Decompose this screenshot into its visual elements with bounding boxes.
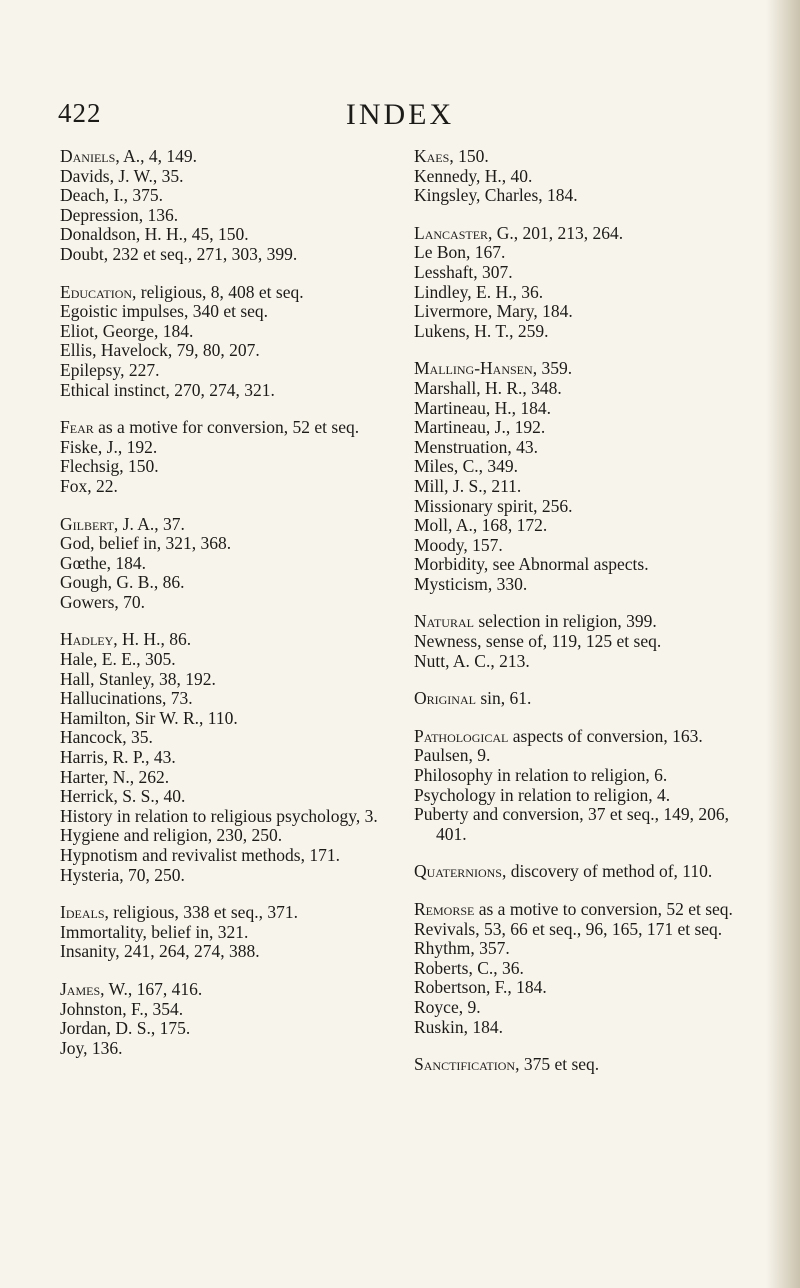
index-entry-rest: , A., 4, 149.	[115, 146, 197, 166]
index-column-left	[60, 147, 398, 1076]
index-group-o	[414, 689, 752, 709]
index-entry-rest: , 375 et seq.	[515, 1054, 600, 1075]
index-entry: Hypnotism and revivalist methods, 171.	[60, 845, 340, 865]
index-entry: Revivals, 53, 66 et seq., 96, 165, 171 et seq.	[414, 918, 723, 939]
index-entry: Jordan, D. S., 175.	[60, 1018, 191, 1039]
index-entry	[414, 224, 752, 244]
index-entry-rest: aspects of conversion, 163.	[508, 725, 703, 746]
index-entry: Ellis, Havelock, 79, 80, 207.	[60, 340, 260, 361]
index-entry: Menstruation, 43.	[414, 436, 538, 457]
index-entry: Morbidity, see Abnormal aspects.	[414, 554, 649, 575]
index-entry-head: Ideals	[60, 902, 105, 923]
index-entry: Joy, 136.	[60, 1037, 123, 1058]
index-entry: Livermore, Mary, 184.	[414, 301, 573, 322]
index-column-right	[414, 147, 752, 1093]
index-entry: Ruskin, 184.	[414, 1016, 503, 1037]
index-entry: Mysticism, 330.	[414, 573, 528, 594]
index-entry: Nutt, A. C., 213.	[414, 650, 530, 671]
index-entry-head: Malling-Hansen	[414, 358, 533, 379]
index-entry: Moll, A., 168, 172.	[414, 515, 548, 536]
index-group-p	[414, 727, 752, 845]
index-entry: Puberty and conversion, 37 et seq., 149, 206, 401.	[414, 804, 729, 844]
index-entry: Deach, I., 375.	[60, 185, 164, 206]
page-edge-shadow	[766, 0, 800, 1288]
index-group-n	[414, 612, 752, 671]
index-entry: Herrick, S. S., 40.	[60, 786, 186, 807]
index-entry: Miles, C., 349.	[414, 456, 519, 477]
index-group-f	[60, 418, 398, 496]
index-entry: Johnston, F., 354.	[60, 998, 184, 1019]
index-group-r	[414, 900, 752, 1037]
index-entry	[60, 147, 398, 167]
index-entry: Lindley, E. H., 36.	[414, 281, 544, 302]
index-entry-rest: , religious, 8, 408 et seq.	[132, 281, 304, 302]
index-entry-rest: sin, 61.	[475, 688, 532, 709]
index-entry	[414, 612, 752, 632]
index-entry: Fiske, J., 192.	[60, 436, 158, 457]
index-entry: Philosophy in relation to religion, 6.	[414, 765, 668, 786]
index-group-d	[60, 147, 398, 265]
index-entry-head: Remorse	[414, 899, 475, 919]
index-entry: Ethical instinct, 270, 274, 321.	[60, 379, 275, 400]
index-entry: Hamilton, Sir W. R., 110.	[60, 707, 238, 728]
index-entry-rest: , discovery of method of, 110.	[501, 861, 713, 882]
index-entry-head: Sanctification	[414, 1054, 516, 1075]
index-entry	[414, 689, 752, 709]
index-entry-rest: as a motive for conversion, 52 et seq.	[93, 417, 360, 438]
index-entry: Fox, 22.	[60, 475, 118, 496]
index-entry: Mill, J. S., 211.	[414, 475, 522, 496]
index-entry: Lesshaft, 307.	[414, 261, 513, 282]
index-entry: Missionary spirit, 256.	[414, 495, 573, 516]
index-entry: Gœthe, 184.	[60, 552, 147, 573]
index-entry	[60, 980, 398, 1000]
index-entry: Moody, 157.	[414, 534, 503, 555]
index-entry-head: James	[60, 978, 101, 999]
index-entry: Egoistic impulses, 340 et seq.	[60, 301, 269, 322]
index-entry: Kingsley, Charles, 184.	[414, 185, 578, 206]
index-entry: God, belief in, 321, 368.	[60, 533, 232, 554]
index-group-k	[414, 147, 752, 206]
index-entry-rest: , 150.	[449, 146, 489, 166]
index-entry: Gowers, 70.	[60, 591, 146, 612]
index-entry-rest: as a motive to conversion, 52 et seq.	[474, 899, 733, 919]
index-entry-head: Gilbert	[60, 513, 114, 534]
index-entry	[60, 630, 398, 650]
index-group-g	[60, 515, 398, 613]
index-entry-rest: , W., 167, 416.	[100, 978, 203, 999]
index-entry: Hall, Stanley, 38, 192.	[60, 668, 216, 689]
index-entry: Hysteria, 70, 250.	[60, 864, 185, 885]
index-entry: Royce, 9.	[414, 996, 481, 1017]
index-entry: Hygiene and religion, 230, 250.	[60, 825, 283, 846]
index-entry	[60, 283, 398, 303]
index-entry: Lukens, H. T., 259.	[414, 320, 549, 341]
index-entry: History in relation to religious psychology, 3.	[60, 805, 378, 826]
index-entry: Hancock, 35.	[60, 727, 153, 748]
index-entry: Martineau, J., 192.	[414, 417, 546, 438]
index-entry-head: Education	[60, 281, 133, 302]
index-entry: Eliot, George, 184.	[60, 320, 194, 341]
index-group-h	[60, 630, 398, 885]
index-entry: Kennedy, H., 40.	[414, 165, 533, 186]
index-entry-head: Daniels	[60, 146, 116, 166]
index-entry: Psychology in relation to religion, 4.	[414, 784, 671, 805]
index-entry-rest: , 359.	[532, 358, 573, 379]
index-group-i	[60, 903, 398, 962]
index-entry	[414, 1055, 752, 1075]
page-number: 422	[58, 98, 102, 128]
index-entry	[414, 147, 752, 167]
index-entry: Harter, N., 262.	[60, 766, 170, 787]
index-entry-head: Natural	[414, 611, 474, 632]
index-entry: Doubt, 232 et seq., 271, 303, 399.	[60, 243, 298, 264]
index-entry: Insanity, 241, 264, 274, 388.	[60, 941, 260, 962]
index-entry-head: Original	[414, 688, 476, 709]
index-entry: Paulsen, 9.	[414, 745, 491, 766]
index-entry: Gough, G. B., 86.	[60, 572, 185, 593]
index-entry	[414, 900, 752, 920]
index-entry	[60, 903, 398, 923]
index-entry: Hallucinations, 73.	[60, 688, 193, 709]
index-entry: Epilepsy, 227.	[60, 359, 160, 380]
index-entry: Depression, 136.	[60, 204, 179, 225]
index-entry: Immortality, belief in, 321.	[60, 921, 249, 942]
index-entry-head: Pathological	[414, 725, 509, 746]
index-entry-head: Fear	[60, 417, 94, 438]
index-group-l	[414, 224, 752, 342]
index-entry-head: Kaes	[414, 146, 450, 166]
page-title: INDEX	[345, 98, 455, 131]
index-group-j	[60, 980, 398, 1058]
index-group-m	[414, 359, 752, 594]
index-entry: Rhythm, 357.	[414, 938, 510, 959]
index-entry-rest: , G., 201, 213, 264.	[488, 222, 624, 243]
index-entry	[414, 359, 752, 379]
index-entry: Davids, J. W., 35.	[60, 165, 184, 186]
index-entry: Le Bon, 167.	[414, 242, 506, 263]
index-entry-head: Hadley	[60, 629, 114, 650]
index-entry-rest: selection in religion, 399.	[473, 611, 657, 632]
index-entry: Robertson, F., 184.	[414, 977, 547, 998]
index-entry: Martineau, H., 184.	[414, 397, 552, 418]
index-group-s	[414, 1055, 752, 1075]
index-entry	[60, 515, 398, 535]
index-entry: Hale, E. E., 305.	[60, 649, 176, 670]
index-entry-rest: , H. H., 86.	[113, 629, 192, 650]
index-entry-rest: , J. A., 37.	[113, 513, 185, 534]
index-entry	[60, 418, 398, 438]
index-entry-rest: , religious, 338 et seq., 371.	[104, 902, 298, 923]
index-entry	[414, 727, 752, 747]
index-entry: Newness, sense of, 119, 125 et seq.	[414, 631, 662, 652]
index-group-e	[60, 283, 398, 401]
index-entry: Harris, R. P., 43.	[60, 747, 176, 768]
index-entry: Flechsig, 150.	[60, 456, 159, 477]
index-group-q	[414, 862, 752, 882]
index-entry: Marshall, H. R., 348.	[414, 377, 562, 398]
index-entry	[414, 862, 752, 882]
index-entry-head: Quaternions	[414, 861, 502, 882]
page-header	[0, 98, 800, 138]
index-entry-head: Lancaster	[414, 222, 489, 243]
index-entry: Roberts, C., 36.	[414, 957, 524, 978]
index-entry: Donaldson, H. H., 45, 150.	[60, 224, 249, 245]
